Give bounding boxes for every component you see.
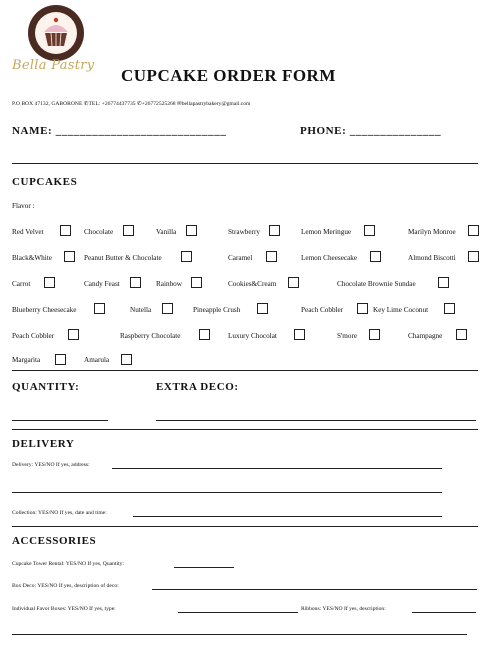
flavor-checkbox-margarita[interactable]	[55, 354, 66, 365]
flavor-checkbox-red-velvet[interactable]	[60, 225, 71, 236]
flavor-label-peach-cobbler-1: Peach Cobbler	[301, 306, 344, 314]
ribbons-input-line[interactable]	[412, 612, 476, 613]
flavor-checkbox-vanilla[interactable]	[186, 225, 197, 236]
box-deco-label: Box Deco: YES/NO If yes, description of deco:	[12, 583, 119, 589]
flavor-checkbox-candy-feast[interactable]	[130, 277, 141, 288]
separator-line	[12, 370, 478, 371]
ribbons-input-line-2[interactable]	[12, 634, 467, 635]
flavor-checkbox-marilyn-monroe[interactable]	[468, 225, 479, 236]
flavor-label-chocolate: Chocolate	[84, 228, 114, 236]
flavor-label-red-velvet: Red Velvet	[12, 228, 44, 236]
flavor-checkbox-peach-cobbler-1[interactable]	[357, 303, 368, 314]
flavor-checkbox-key-lime-coconut[interactable]	[444, 303, 455, 314]
flavor-checkbox-cookies-cream[interactable]	[288, 277, 299, 288]
flavor-label-cookies-cream: Cookies&Cream	[228, 280, 277, 288]
collection-input-line[interactable]	[133, 516, 442, 517]
flavor-checkbox-black-white[interactable]	[64, 251, 75, 262]
separator-line	[12, 163, 478, 164]
favor-boxes-input-line[interactable]	[178, 612, 298, 613]
flavor-label-margarita: Margarita	[12, 356, 41, 364]
delivery-address-label: Delivery: YES/NO If yes, address:	[12, 462, 90, 468]
flavor-label-smore: S'more	[337, 332, 358, 340]
flavor-checkbox-lemon-meringue[interactable]	[364, 225, 375, 236]
flavor-label-marilyn-monroe: Marilyn Monroe	[408, 228, 456, 236]
flavor-checkbox-carrot[interactable]	[44, 277, 55, 288]
page-title: CUPCAKE ORDER FORM	[121, 66, 336, 85]
flavor-checkbox-raspberry-chocolate[interactable]	[199, 329, 210, 340]
flavor-label-candy-feast: Candy Feast	[84, 280, 120, 288]
flavor-checkbox-caramel[interactable]	[266, 251, 277, 262]
delivery-heading: DELIVERY	[12, 438, 75, 450]
delivery-address-input-line-2[interactable]	[12, 492, 442, 493]
flavor-label-carrot: Carrot	[12, 280, 31, 288]
quantity-label: QUANTITY:	[12, 381, 80, 393]
accessories-heading: ACCESSORIES	[12, 535, 97, 547]
flavor-checkbox-champagne[interactable]	[456, 329, 467, 340]
favor-boxes-label: Individual Favor Boxes: YES/NO If yes, type:	[12, 606, 116, 612]
flavor-label-peanut-butter-chocolate: Peanut Butter & Chocolate	[84, 254, 162, 262]
flavor-checkbox-chocolate-brownie-sundae[interactable]	[438, 277, 449, 288]
flavor-checkbox-luxury-chocolat[interactable]	[294, 329, 305, 340]
brand-name: Bella Pastry	[12, 58, 95, 73]
contact-info: P.O BOX 47132, GABORONE ✆TEL: +26774437735 ✆+26772525268 ✉bellapastrybakery@gmail.com	[12, 101, 251, 107]
flavor-label-champagne: Champagne	[408, 332, 443, 340]
tower-rental-input-line[interactable]	[174, 567, 234, 568]
flavor-label-nutella: Nutella	[130, 306, 152, 314]
collection-label: Collection: YES/NO If yes, date and time:	[12, 510, 107, 516]
flavor-label-lemon-meringue: Lemon Meringue	[301, 228, 352, 236]
flavor-checkbox-rainbow[interactable]	[191, 277, 202, 288]
separator-line	[12, 429, 478, 430]
flavor-label-black-white: Black&White	[12, 254, 52, 262]
flavor-label-strawberry: Strawberry	[228, 228, 260, 236]
flavor-label-luxury-chocolat: Luxury Chocolat	[228, 332, 277, 340]
ribbons-label: Ribbons: YES/NO If yes, description:	[301, 606, 386, 612]
flavor-checkbox-blueberry-cheesecake[interactable]	[94, 303, 105, 314]
separator-line	[12, 526, 478, 527]
bakery-logo	[27, 4, 85, 62]
flavor-label-peach-cobbler-2: Peach Cobbler	[12, 332, 55, 340]
extra-deco-label: EXTRA DECO:	[156, 381, 239, 393]
name-field-label[interactable]: NAME: ____________________________	[12, 125, 227, 137]
flavor-label-vanilla: Vanilla	[156, 228, 177, 236]
cupcakes-heading: CUPCAKES	[12, 176, 78, 188]
flavor-label-chocolate-brownie-sundae: Chocolate Brownie Sundae	[337, 280, 416, 288]
delivery-address-input-line[interactable]	[112, 468, 442, 469]
flavor-label-key-lime-coconut: Key Lime Coconut	[373, 306, 429, 314]
flavor-label-pineapple-crush: Pineapple Crush	[193, 306, 241, 314]
flavor-checkbox-peanut-butter-chocolate[interactable]	[181, 251, 192, 262]
flavor-label-blueberry-cheesecake: Blueberry Cheesecake	[12, 306, 77, 314]
phone-field-label[interactable]: PHONE: _______________	[300, 125, 442, 137]
flavor-label-almond-biscotti: Almond Biscotti	[408, 254, 456, 262]
flavor-checkbox-nutella[interactable]	[162, 303, 173, 314]
flavor-label-caramel: Caramel	[228, 254, 253, 262]
flavor-checkbox-almond-biscotti[interactable]	[468, 251, 479, 262]
flavor-label-rainbow: Rainbow	[156, 280, 182, 288]
extra-deco-input-line[interactable]	[156, 420, 476, 421]
flavor-checkbox-pineapple-crush[interactable]	[257, 303, 268, 314]
flavor-label-raspberry-chocolate: Raspberry Chocolate	[120, 332, 181, 340]
tower-rental-label: Cupcake Tower Rental: YES/NO If yes, Quantity:	[12, 561, 124, 567]
flavor-label-amarula: Amarula	[84, 356, 110, 364]
flavor-checkbox-peach-cobbler-2[interactable]	[68, 329, 79, 340]
quantity-input-line[interactable]	[12, 420, 108, 421]
flavor-checkbox-amarula[interactable]	[121, 354, 132, 365]
flavor-checkbox-lemon-cheesecake[interactable]	[370, 251, 381, 262]
flavor-label: Flavor :	[12, 202, 35, 210]
flavor-checkbox-chocolate[interactable]	[123, 225, 134, 236]
flavor-checkbox-strawberry[interactable]	[269, 225, 280, 236]
flavor-label-lemon-cheesecake: Lemon Cheesecake	[301, 254, 358, 262]
box-deco-input-line[interactable]	[152, 589, 477, 590]
flavor-checkbox-smore[interactable]	[369, 329, 380, 340]
